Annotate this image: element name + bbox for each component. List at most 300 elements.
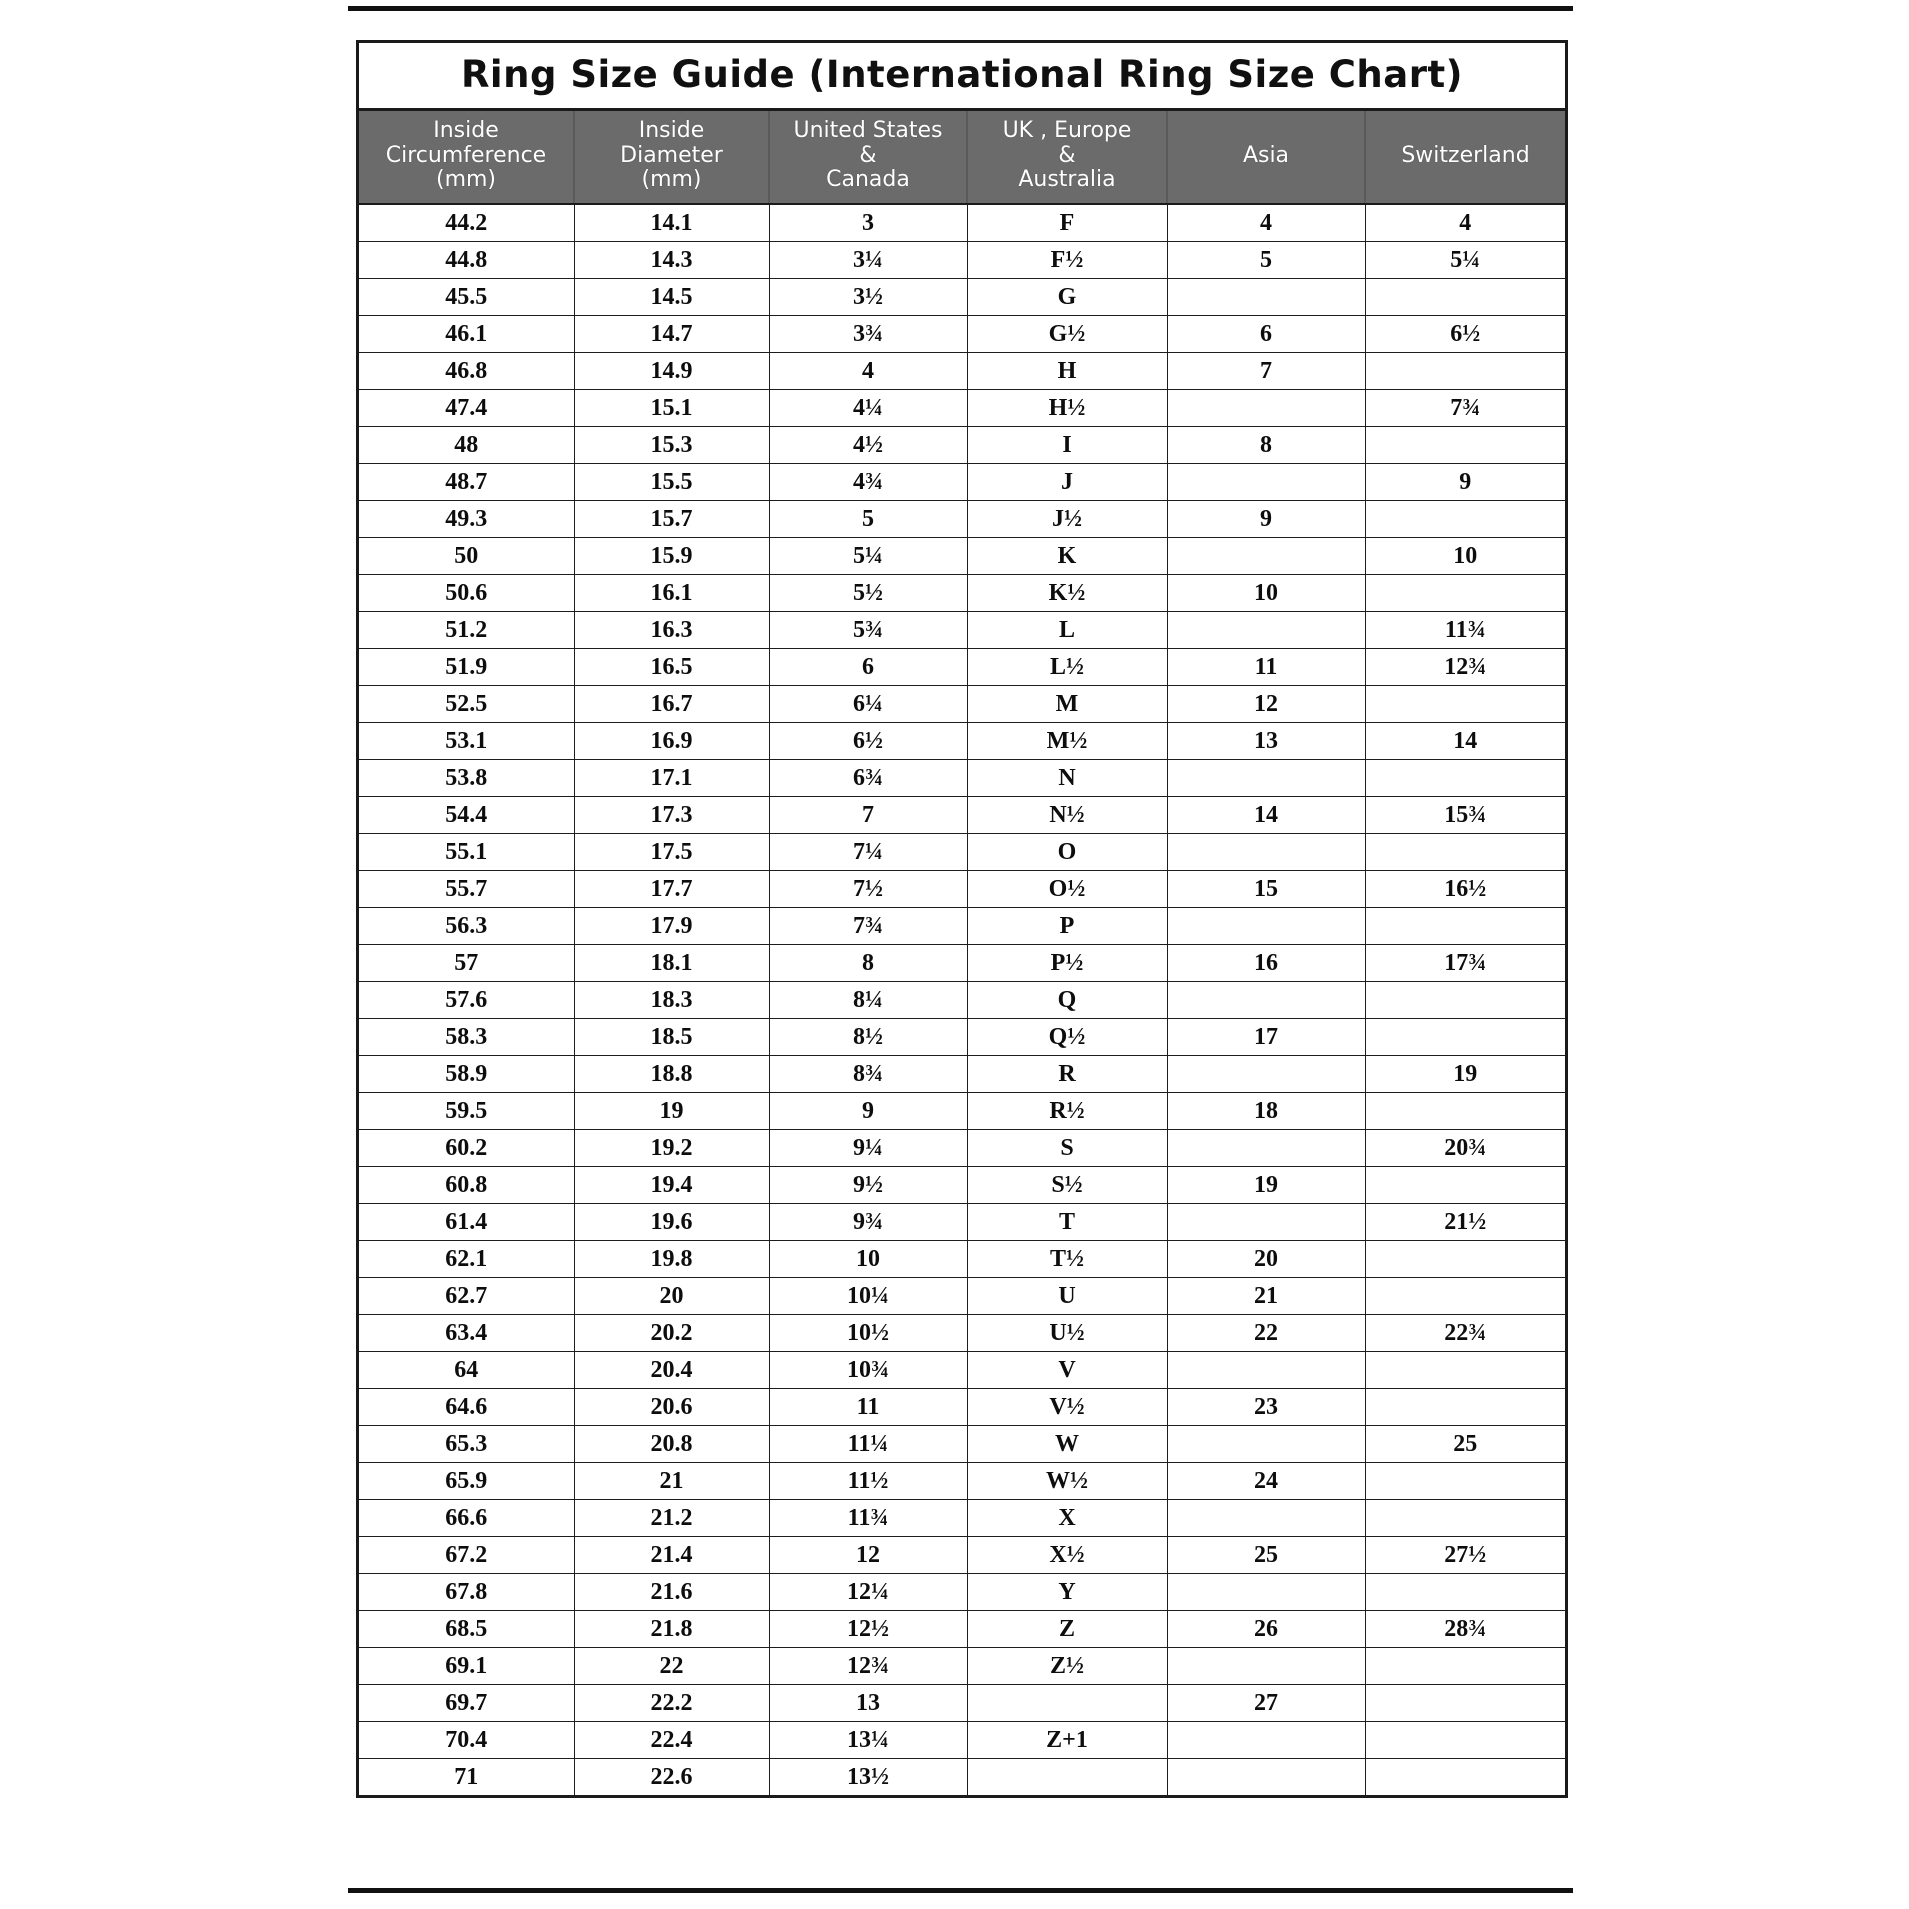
table-cell: 18.8	[574, 1055, 769, 1092]
table-cell	[1365, 352, 1565, 389]
table-cell: 16½	[1365, 870, 1565, 907]
table-cell: 48.7	[359, 463, 574, 500]
table-cell: X	[967, 1499, 1167, 1536]
scan-border-bottom	[348, 1888, 1573, 1893]
table-cell: 4½	[769, 426, 967, 463]
table-cell: 21	[574, 1462, 769, 1499]
table-cell	[1167, 1351, 1365, 1388]
table-cell: 8¾	[769, 1055, 967, 1092]
table-cell: V	[967, 1351, 1167, 1388]
table-cell: N	[967, 759, 1167, 796]
table-cell	[1365, 1684, 1565, 1721]
table-cell: 16.1	[574, 574, 769, 611]
table-cell	[1365, 1721, 1565, 1758]
table-cell	[1365, 1240, 1565, 1277]
table-cell: 60.2	[359, 1129, 574, 1166]
table-row	[359, 685, 1565, 722]
table-cell: 12	[1167, 685, 1365, 722]
table-cell: W	[967, 1425, 1167, 1462]
table-cell: 14	[1167, 796, 1365, 833]
table-cell	[1365, 1462, 1565, 1499]
table-cell	[1167, 1573, 1365, 1610]
table-cell: 15.9	[574, 537, 769, 574]
table-cell: 21.2	[574, 1499, 769, 1536]
table-cell: 4¼	[769, 389, 967, 426]
table-cell: 49.3	[359, 500, 574, 537]
table-cell: Z	[967, 1610, 1167, 1647]
table-cell: 14.9	[574, 352, 769, 389]
table-cell: 26	[1167, 1610, 1365, 1647]
table-cell: 4¾	[769, 463, 967, 500]
table-cell: 21.4	[574, 1536, 769, 1573]
table-cell: 20.2	[574, 1314, 769, 1351]
table-cell: H½	[967, 389, 1167, 426]
table-cell: 55.1	[359, 833, 574, 870]
table-row	[359, 1277, 1565, 1314]
table-cell	[1167, 389, 1365, 426]
table-cell: 50.6	[359, 574, 574, 611]
table-cell	[1365, 1277, 1565, 1314]
table-cell: 13¼	[769, 1721, 967, 1758]
table-cell: T½	[967, 1240, 1167, 1277]
table-row	[359, 574, 1565, 611]
table-row	[359, 833, 1565, 870]
table-cell: 67.2	[359, 1536, 574, 1573]
table-cell	[1365, 574, 1565, 611]
table-cell: 69.1	[359, 1647, 574, 1684]
table-cell: 63.4	[359, 1314, 574, 1351]
ring-size-table	[359, 111, 1565, 1795]
table-cell: 19	[574, 1092, 769, 1129]
table-cell: H	[967, 352, 1167, 389]
table-cell: L	[967, 611, 1167, 648]
table-cell: 50	[359, 537, 574, 574]
table-cell	[967, 1758, 1167, 1795]
table-cell: 17.5	[574, 833, 769, 870]
chart-title-bar	[359, 43, 1565, 111]
table-cell	[1365, 426, 1565, 463]
table-cell: 17	[1167, 1018, 1365, 1055]
table-cell: 3½	[769, 278, 967, 315]
table-row	[359, 1499, 1565, 1536]
table-cell: 22.6	[574, 1758, 769, 1795]
table-cell: G½	[967, 315, 1167, 352]
table-cell	[1365, 500, 1565, 537]
table-row	[359, 1388, 1565, 1425]
table-cell: 24	[1167, 1462, 1365, 1499]
table-cell: 69.7	[359, 1684, 574, 1721]
table-cell: 25	[1365, 1425, 1565, 1462]
table-cell: 48	[359, 426, 574, 463]
table-cell: P	[967, 907, 1167, 944]
table-row	[359, 204, 1565, 242]
table-cell: 14	[1365, 722, 1565, 759]
table-cell: 11	[1167, 648, 1365, 685]
table-cell: 10	[769, 1240, 967, 1277]
table-cell	[1365, 1573, 1565, 1610]
table-cell: 13	[769, 1684, 967, 1721]
table-cell: 12¾	[1365, 648, 1565, 685]
table-cell: 46.8	[359, 352, 574, 389]
table-cell: 11	[769, 1388, 967, 1425]
table-cell: 62.7	[359, 1277, 574, 1314]
table-cell: 19.4	[574, 1166, 769, 1203]
table-cell: 22.2	[574, 1684, 769, 1721]
table-cell	[1167, 611, 1365, 648]
table-cell	[1167, 1203, 1365, 1240]
table-row	[359, 796, 1565, 833]
table-cell	[967, 1684, 1167, 1721]
table-cell: 19.2	[574, 1129, 769, 1166]
table-cell: 17.9	[574, 907, 769, 944]
table-cell: 6½	[1365, 315, 1565, 352]
table-cell	[1167, 537, 1365, 574]
table-row	[359, 1055, 1565, 1092]
table-cell	[1167, 1758, 1365, 1795]
table-row	[359, 611, 1565, 648]
table-row	[359, 537, 1565, 574]
column-header-uk-europe-australia: UK , Europe & Australia	[967, 111, 1167, 204]
table-cell	[1167, 1647, 1365, 1684]
table-row	[359, 1018, 1565, 1055]
table-cell	[1365, 1647, 1565, 1684]
table-cell	[1365, 685, 1565, 722]
table-cell: 64	[359, 1351, 574, 1388]
table-cell: 9¾	[769, 1203, 967, 1240]
table-cell: U	[967, 1277, 1167, 1314]
table-row	[359, 907, 1565, 944]
table-cell: 27	[1167, 1684, 1365, 1721]
table-cell: 9	[1167, 500, 1365, 537]
table-cell	[1365, 907, 1565, 944]
table-cell	[1167, 278, 1365, 315]
table-cell: N½	[967, 796, 1167, 833]
table-row	[359, 722, 1565, 759]
table-cell: X½	[967, 1536, 1167, 1573]
table-cell: 5½	[769, 574, 967, 611]
table-cell: O½	[967, 870, 1167, 907]
table-cell: 52.5	[359, 685, 574, 722]
table-cell: 22.4	[574, 1721, 769, 1758]
table-cell: 9	[769, 1092, 967, 1129]
table-row	[359, 1573, 1565, 1610]
table-cell: U½	[967, 1314, 1167, 1351]
table-row	[359, 500, 1565, 537]
table-cell: 53.1	[359, 722, 574, 759]
table-cell: 18.1	[574, 944, 769, 981]
table-cell: 15.7	[574, 500, 769, 537]
table-cell: 18	[1167, 1092, 1365, 1129]
column-header-inside-diameter: Inside Diameter (mm)	[574, 111, 769, 204]
table-row	[359, 1536, 1565, 1573]
table-cell	[1167, 1499, 1365, 1536]
table-cell: Z+1	[967, 1721, 1167, 1758]
table-cell: 20.8	[574, 1425, 769, 1462]
table-row	[359, 315, 1565, 352]
table-row	[359, 1647, 1565, 1684]
table-cell: 6½	[769, 722, 967, 759]
table-cell: 15.3	[574, 426, 769, 463]
table-cell: 18.5	[574, 1018, 769, 1055]
table-row	[359, 1314, 1565, 1351]
table-cell: 20.6	[574, 1388, 769, 1425]
table-cell: 4	[1167, 204, 1365, 242]
table-cell	[1365, 1388, 1565, 1425]
table-cell: 25	[1167, 1536, 1365, 1573]
table-cell: 22	[574, 1647, 769, 1684]
table-cell: 16.7	[574, 685, 769, 722]
table-cell: M	[967, 685, 1167, 722]
table-cell: R½	[967, 1092, 1167, 1129]
table-row	[359, 981, 1565, 1018]
table-cell: 66.6	[359, 1499, 574, 1536]
table-row	[359, 463, 1565, 500]
table-cell: 8	[1167, 426, 1365, 463]
table-cell: 17.1	[574, 759, 769, 796]
table-cell: 6¾	[769, 759, 967, 796]
table-cell: Y	[967, 1573, 1167, 1610]
table-row	[359, 241, 1565, 278]
table-cell: 15.1	[574, 389, 769, 426]
page-title: Ring Size Guide (International Ring Size Chart)	[460, 53, 1464, 96]
table-row	[359, 389, 1565, 426]
table-cell: 11½	[769, 1462, 967, 1499]
table-cell: 19.8	[574, 1240, 769, 1277]
table-cell: 19.6	[574, 1203, 769, 1240]
ring-size-chart	[356, 40, 1568, 1798]
table-row	[359, 352, 1565, 389]
table-cell	[1365, 1351, 1565, 1388]
table-cell	[1365, 1166, 1565, 1203]
table-cell: 57.6	[359, 981, 574, 1018]
table-cell: 10	[1167, 574, 1365, 611]
table-cell: 7	[1167, 352, 1365, 389]
table-row	[359, 1166, 1565, 1203]
table-cell: 14.5	[574, 278, 769, 315]
table-row	[359, 1425, 1565, 1462]
table-cell: 14.1	[574, 204, 769, 242]
table-cell: 47.4	[359, 389, 574, 426]
table-cell: 16	[1167, 944, 1365, 981]
table-cell	[1167, 1055, 1365, 1092]
table-cell: 22¾	[1365, 1314, 1565, 1351]
table-cell: 5¼	[769, 537, 967, 574]
table-cell: 51.2	[359, 611, 574, 648]
table-cell: 58.9	[359, 1055, 574, 1092]
table-cell: 12¾	[769, 1647, 967, 1684]
table-cell: F½	[967, 241, 1167, 278]
table-cell: 65.9	[359, 1462, 574, 1499]
table-cell: 6¼	[769, 685, 967, 722]
table-cell: 17.7	[574, 870, 769, 907]
column-header-asia: Asia	[1167, 111, 1365, 204]
table-cell: 3	[769, 204, 967, 242]
table-header-row	[359, 111, 1565, 204]
table-cell: 4	[769, 352, 967, 389]
table-cell: 65.3	[359, 1425, 574, 1462]
table-cell: 11¾	[769, 1499, 967, 1536]
table-cell	[1167, 1721, 1365, 1758]
table-cell: 10½	[769, 1314, 967, 1351]
table-cell: 7½	[769, 870, 967, 907]
column-header-inside-circumference: Inside Circumference (mm)	[359, 111, 574, 204]
table-cell: P½	[967, 944, 1167, 981]
table-cell: L½	[967, 648, 1167, 685]
table-cell: 19	[1365, 1055, 1565, 1092]
table-cell: 62.1	[359, 1240, 574, 1277]
table-cell: Q½	[967, 1018, 1167, 1055]
table-row	[359, 759, 1565, 796]
table-cell	[1167, 759, 1365, 796]
table-cell: F	[967, 204, 1167, 242]
table-cell: 46.1	[359, 315, 574, 352]
table-cell: 7¾	[769, 907, 967, 944]
table-cell: 53.8	[359, 759, 574, 796]
table-cell: 12¼	[769, 1573, 967, 1610]
table-cell: 14.7	[574, 315, 769, 352]
table-cell: 15¾	[1365, 796, 1565, 833]
table-cell	[1167, 907, 1365, 944]
table-row	[359, 1203, 1565, 1240]
table-cell: 57	[359, 944, 574, 981]
table-cell	[1365, 833, 1565, 870]
table-cell: O	[967, 833, 1167, 870]
table-cell: 61.4	[359, 1203, 574, 1240]
column-header-switzerland: Switzerland	[1365, 111, 1565, 204]
table-cell: 12	[769, 1536, 967, 1573]
table-cell: 5¾	[769, 611, 967, 648]
table-cell: 6	[769, 648, 967, 685]
table-cell: 11¾	[1365, 611, 1565, 648]
table-cell: 19	[1167, 1166, 1365, 1203]
table-cell: 20¾	[1365, 1129, 1565, 1166]
table-row	[359, 648, 1565, 685]
table-cell: 10¼	[769, 1277, 967, 1314]
table-cell: 10	[1365, 537, 1565, 574]
table-cell: 27½	[1365, 1536, 1565, 1573]
table-cell: 9½	[769, 1166, 967, 1203]
table-cell: 9¼	[769, 1129, 967, 1166]
table-cell: 28¾	[1365, 1610, 1565, 1647]
table-cell: 8½	[769, 1018, 967, 1055]
column-header-us-canada: United States & Canada	[769, 111, 967, 204]
table-cell	[1167, 981, 1365, 1018]
table-cell: 21.6	[574, 1573, 769, 1610]
table-cell: 7¼	[769, 833, 967, 870]
table-row	[359, 870, 1565, 907]
table-cell: 21.8	[574, 1610, 769, 1647]
table-cell: 8¼	[769, 981, 967, 1018]
table-cell	[1365, 759, 1565, 796]
table-cell: S	[967, 1129, 1167, 1166]
table-cell: 16.5	[574, 648, 769, 685]
table-cell: T	[967, 1203, 1167, 1240]
table-cell: Z½	[967, 1647, 1167, 1684]
table-cell	[1365, 1018, 1565, 1055]
table-row	[359, 1129, 1565, 1166]
table-cell: 59.5	[359, 1092, 574, 1129]
table-cell: 5	[769, 500, 967, 537]
table-cell	[1167, 833, 1365, 870]
table-cell: 6	[1167, 315, 1365, 352]
table-row	[359, 1092, 1565, 1129]
table-cell: 13½	[769, 1758, 967, 1795]
table-cell: K½	[967, 574, 1167, 611]
table-cell: 7	[769, 796, 967, 833]
table-cell: 11¼	[769, 1425, 967, 1462]
table-cell: 22	[1167, 1314, 1365, 1351]
table-cell: 14.3	[574, 241, 769, 278]
table-body	[359, 204, 1565, 1795]
table-row	[359, 1610, 1565, 1647]
table-cell: 3¼	[769, 241, 967, 278]
table-cell: 20	[574, 1277, 769, 1314]
table-cell: 20.4	[574, 1351, 769, 1388]
table-cell: 60.8	[359, 1166, 574, 1203]
table-cell	[1167, 1425, 1365, 1462]
table-cell: 16.9	[574, 722, 769, 759]
table-cell: V½	[967, 1388, 1167, 1425]
table-cell: 70.4	[359, 1721, 574, 1758]
table-cell: I	[967, 426, 1167, 463]
table-cell: 45.5	[359, 278, 574, 315]
table-cell: J	[967, 463, 1167, 500]
table-cell	[1365, 1758, 1565, 1795]
table-cell: 17¾	[1365, 944, 1565, 981]
table-cell: 15.5	[574, 463, 769, 500]
table-row	[359, 944, 1565, 981]
table-cell: 21	[1167, 1277, 1365, 1314]
table-cell: 51.9	[359, 648, 574, 685]
table-cell: 56.3	[359, 907, 574, 944]
table-row	[359, 1462, 1565, 1499]
table-row	[359, 426, 1565, 463]
table-cell: 8	[769, 944, 967, 981]
table-cell	[1365, 278, 1565, 315]
table-cell	[1167, 463, 1365, 500]
table-cell: 58.3	[359, 1018, 574, 1055]
table-cell: 4	[1365, 204, 1565, 242]
table-cell: G	[967, 278, 1167, 315]
table-cell: 16.3	[574, 611, 769, 648]
table-cell: 13	[1167, 722, 1365, 759]
table-cell	[1365, 981, 1565, 1018]
table-head	[359, 111, 1565, 204]
table-cell: 64.6	[359, 1388, 574, 1425]
table-cell: S½	[967, 1166, 1167, 1203]
table-cell: 18.3	[574, 981, 769, 1018]
table-cell: 44.8	[359, 241, 574, 278]
table-row	[359, 1684, 1565, 1721]
table-cell: W½	[967, 1462, 1167, 1499]
table-cell: 21½	[1365, 1203, 1565, 1240]
table-cell: 20	[1167, 1240, 1365, 1277]
table-cell: R	[967, 1055, 1167, 1092]
scan-border-top	[348, 6, 1573, 11]
table-cell: 67.8	[359, 1573, 574, 1610]
table-cell: 54.4	[359, 796, 574, 833]
table-row	[359, 1351, 1565, 1388]
table-cell: J½	[967, 500, 1167, 537]
table-cell: 9	[1365, 463, 1565, 500]
table-cell: 3¾	[769, 315, 967, 352]
table-cell: Q	[967, 981, 1167, 1018]
table-cell	[1167, 1129, 1365, 1166]
table-cell	[1365, 1092, 1565, 1129]
table-row	[359, 278, 1565, 315]
table-row	[359, 1758, 1565, 1795]
table-cell: 7¾	[1365, 389, 1565, 426]
